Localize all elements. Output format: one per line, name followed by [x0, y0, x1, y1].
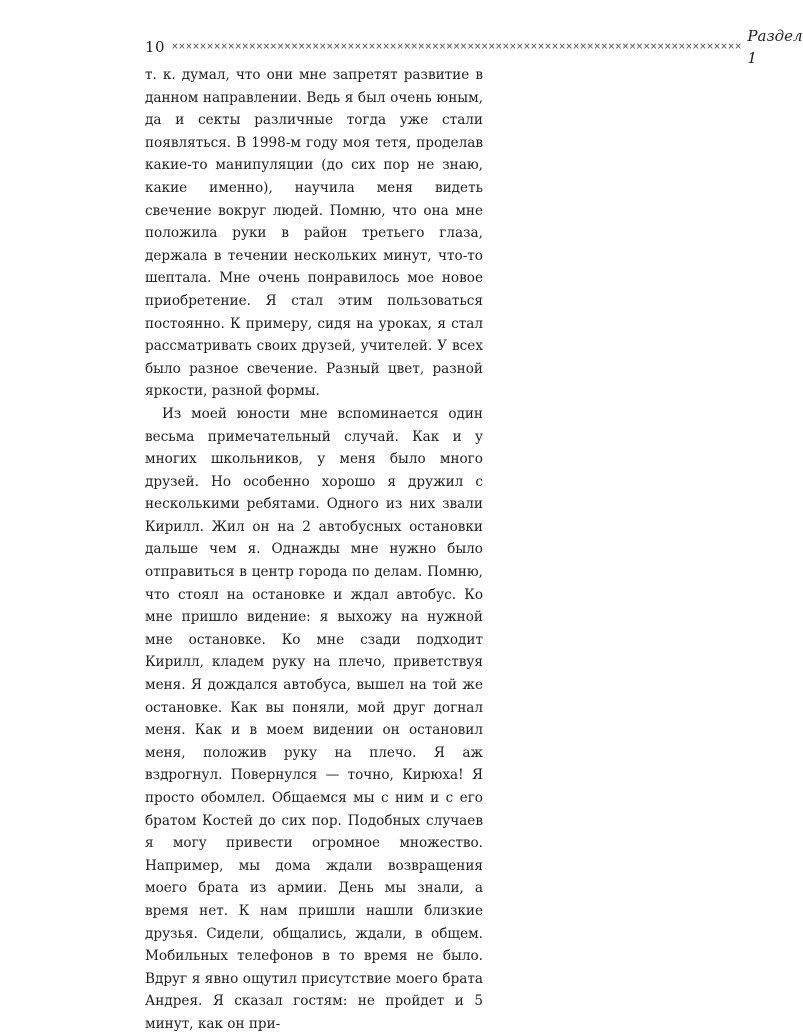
page-number: 10: [145, 38, 166, 56]
paragraph: Из моей юности мне вспоминается один весьма примечательный случай. Как и у многих школьников, у меня было много друзей. Но особенно хорошо я дружил с несколькими ребятами. Одного из них звали Кирилл. Жил он на 2 автобусных остановки дальше чем я. Однажды мне нужно было отправиться в центр города по делам. Помню, что стоял на остановке и ждал автобус. Ко мне пришло видение: я выхожу на нужной мне остановке. Ко мне сзади подходит Кирилл, кладем руку на плечо, приветствуя меня. Я дождался автобуса, вышел на той же остановке. Как вы поняли, мой друг догнал меня. Как и в моем видении он остановил меня, положив руку на плечо. Я аж вздрогнул. Повернулся — точно, Кирюха! Я просто обомлел. Общаемся мы с ним и с его братом Костей до сих пор. Подобных случаев я могу привести огромное множество. Например, мы дома ждали возвращения моего брата из армии. День мы знали, а время нет. К нам пришли нашли близкие друзья. Сидели, общались, ждали, в общем. Мобильных телефонов в то время не было. Вдруг я явно ощутил присутствие моего брата Андрея. Я сказал гостям: не пройдет и 5 минут, как он при-: [145, 405, 483, 1032]
body-text: [145, 64, 483, 1036]
running-header: [145, 27, 803, 67]
section-label: Раздел 1: [747, 27, 803, 67]
paragraph: т. к. думал, что они мне запретят развитие в данном направлении. Ведь я был очень юным, да и секты различные тогда уже стали появляться. В 1998-м году моя тетя, проделав какие-то манипуляции (до сих пор не знаю, какие именно), научила меня видеть свечение вокруг людей. Помню, что она мне положила руки в район третьего глаза, держала в течении нескольких минут, что-то шептала. Мне очень понравилось мое новое приобретение. Я стал этим пользоваться постоянно. К примеру, сидя на уроках, я стал рассматривать своих друзей, учителей. У всех было разное свечение. Разный цвет, разной яркости, разной формы.: [145, 67, 483, 400]
header-ornament: ×××××××××××××××××××××××××××××××××××××××××××××××××××××××××××××××××××××××××××××××××: [171, 42, 742, 52]
